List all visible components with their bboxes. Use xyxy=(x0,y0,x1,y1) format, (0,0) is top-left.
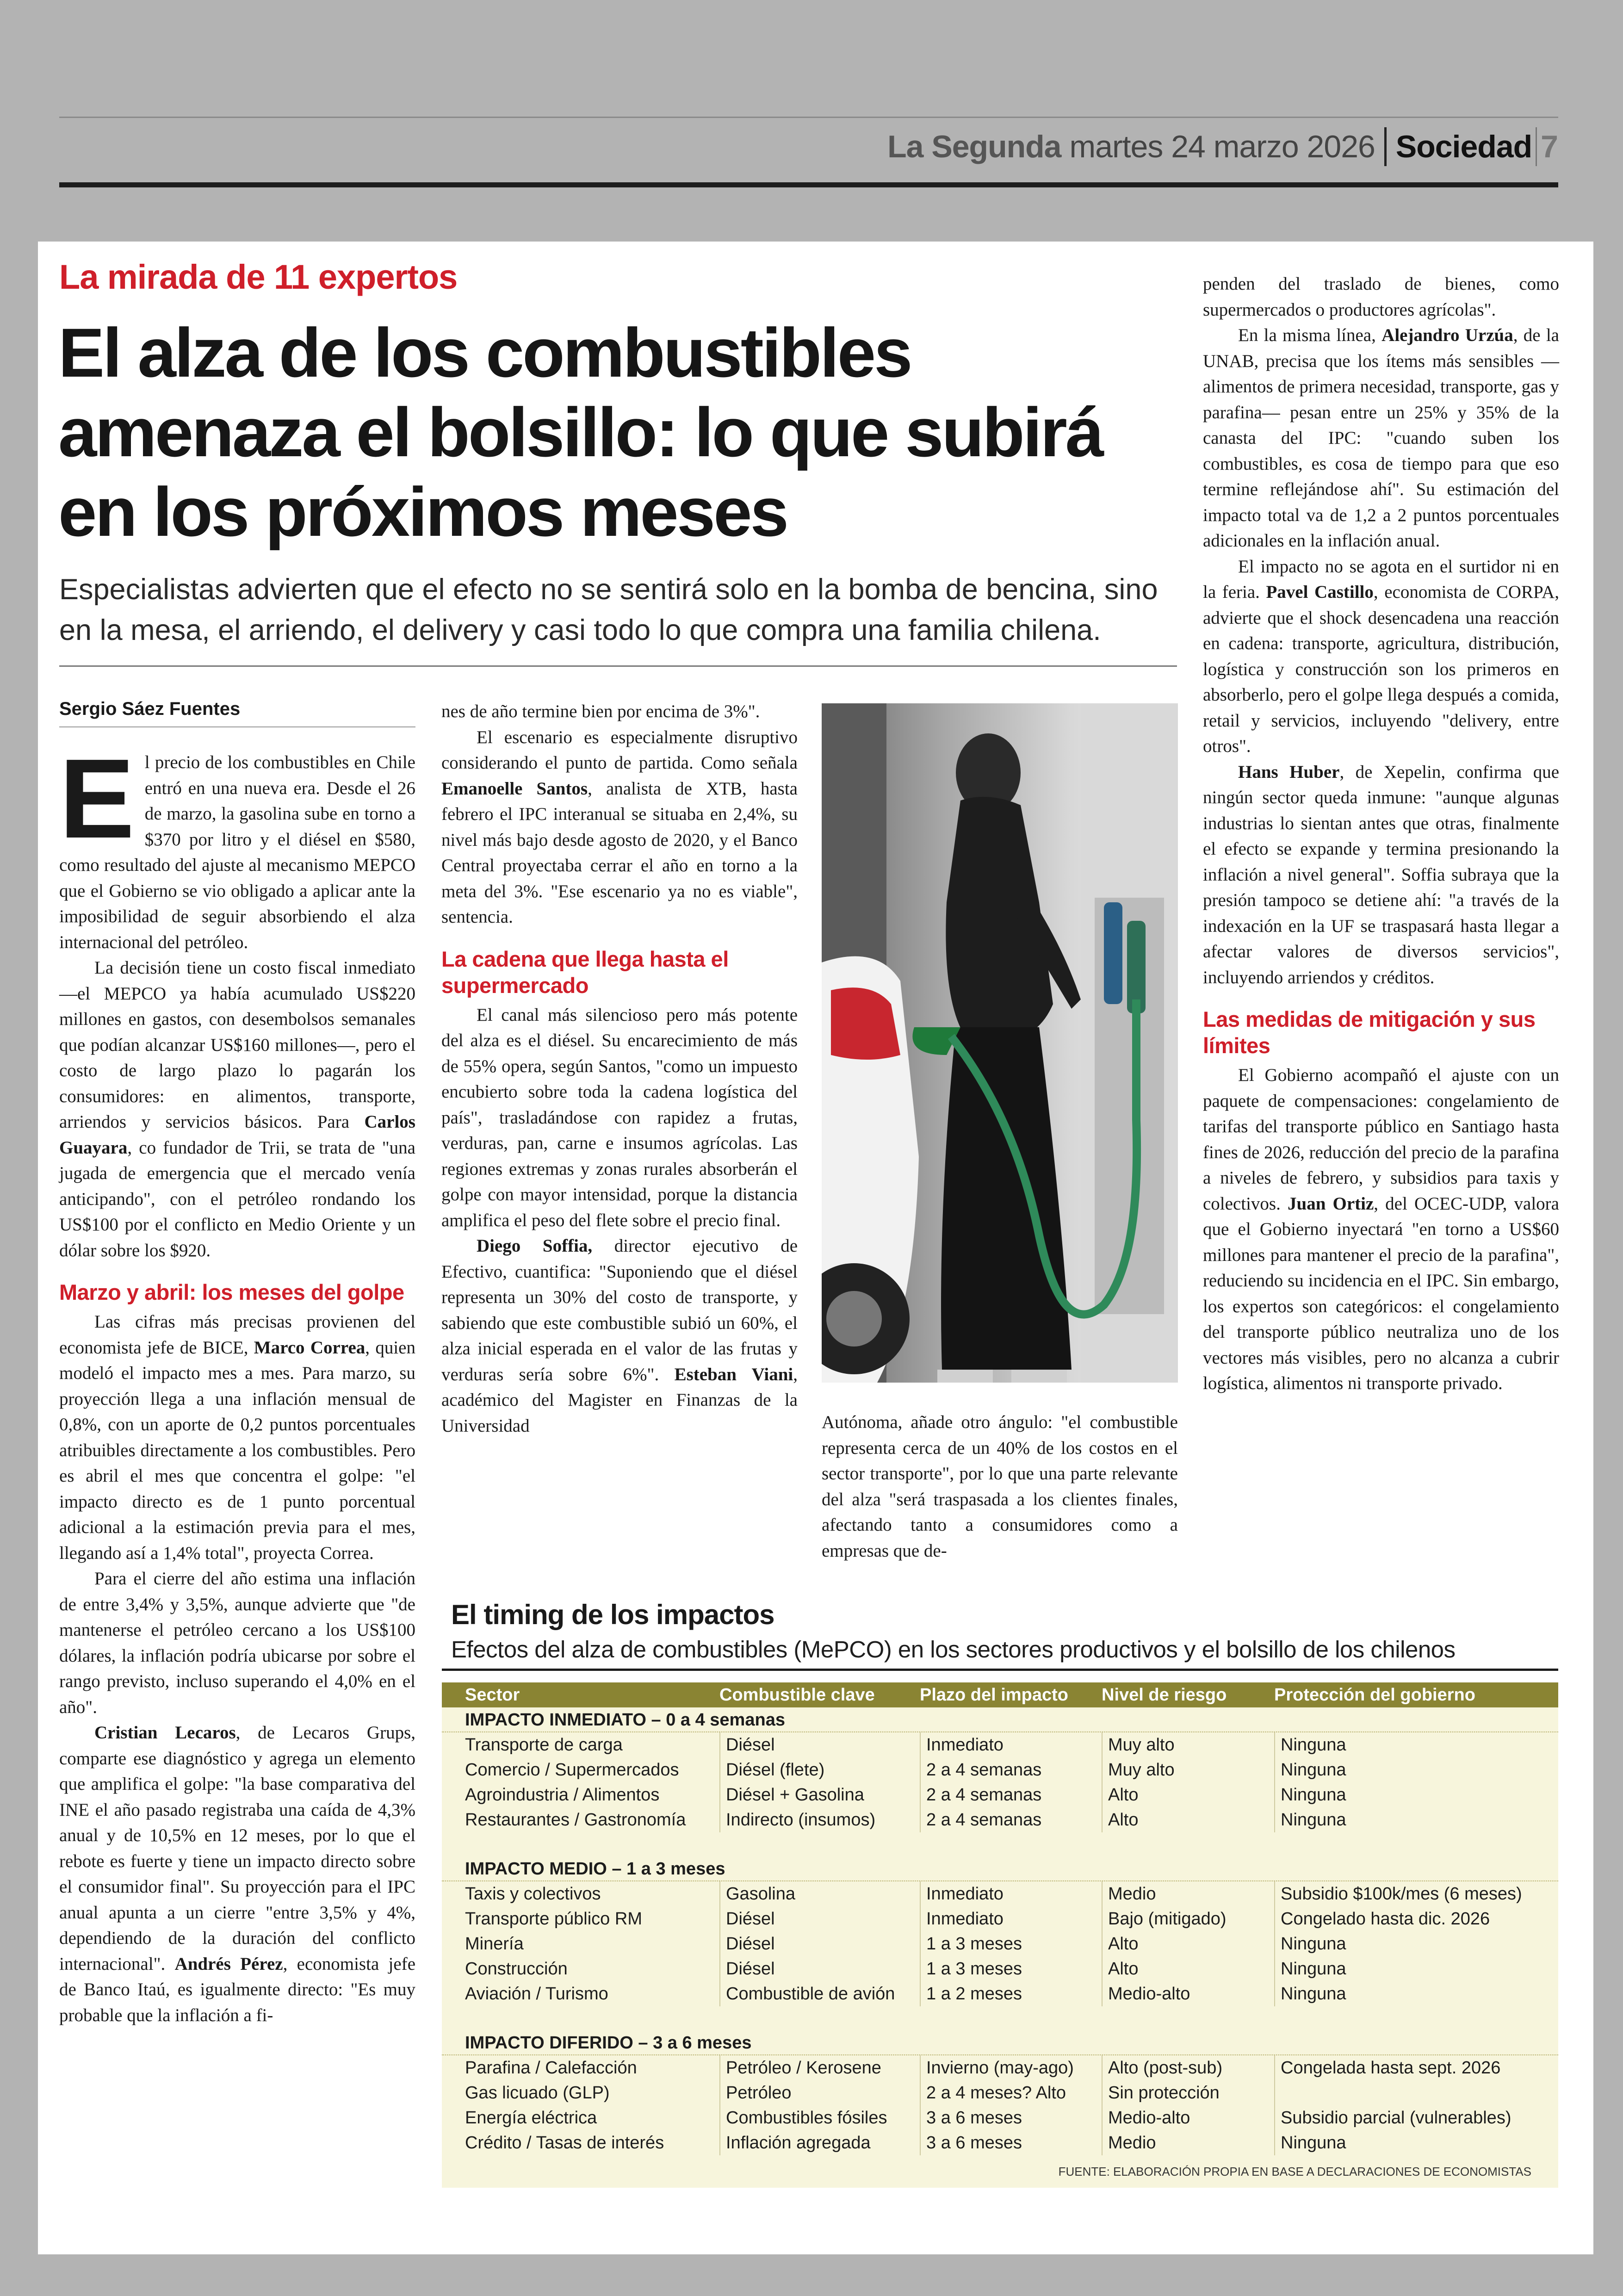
table-cell: Gasolina xyxy=(719,1881,920,1906)
body-paragraph: El escenario es especialmente disruptivo considerando el punto de partida. Como señala Emanoelle Santos, analista de XTB, hasta febrero el IPC interanual se situaba en 2,4%, su nivel más bajo desde agosto de 2020, y el Banco Central proyectaba cerrar el año en torno a la meta del 3%. "Ese escenario ya no es viable", sentencia. xyxy=(441,727,798,927)
running-header xyxy=(887,121,1558,172)
table-cell: Subsidio $100k/mes (6 meses) xyxy=(1274,1881,1558,1906)
header-rule xyxy=(59,182,1558,187)
photo-illustration xyxy=(822,703,1178,1383)
table-row xyxy=(442,1981,1558,2006)
table-cell: Ninguna xyxy=(1274,1757,1558,1782)
subhead-supply-chain: La cadena que llega hasta el supermercado xyxy=(441,946,729,998)
table-cell: 1 a 3 meses xyxy=(920,1931,1102,1956)
article-column-4 xyxy=(1203,271,1559,1396)
article-kicker: La mirada de 11 expertos xyxy=(59,258,458,296)
table-cell: 3 a 6 meses xyxy=(920,2130,1102,2155)
byline-rule xyxy=(59,726,415,727)
fuel-pump-photo xyxy=(822,703,1178,1383)
table-cell: Diésel (flete) xyxy=(719,1757,920,1782)
table-cell: Muy alto xyxy=(1102,1757,1274,1782)
table-cell: Petróleo xyxy=(719,2080,920,2105)
table-cell: Comercio / Supermercados xyxy=(465,1760,679,1780)
table-group-label: IMPACTO INMEDIATO – 0 a 4 semanas xyxy=(442,1707,1558,1732)
body-paragraph: Autónoma, añade otro ángulo: "el combustible representa cerca de un 40% de los costos en el sector transporte", por lo que una parte relevante del alza "será traspasada a los clientes finales, afectando tanto a consumidores como a empresas que de- xyxy=(822,1412,1178,1561)
body-paragraph: Hans Huber, de Xepelin, confirma que ningún sector queda inmune: "aunque algunas industrias lo sientan antes que otras, finalmente el efecto se expande y termina presionando la inflación a nivel general". Soffia subraya que la presión tampoco se detiene ahí: "a través de la indexación en la UF se traspasará hasta llegar a afectar valores de diversos servicios", incluyendo arriendos y créditos. xyxy=(1203,762,1559,987)
table-cell: Medio xyxy=(1102,1881,1274,1906)
table-cell: Agroindustria / Alimentos xyxy=(465,1785,660,1805)
table-cell: Combustible de avión xyxy=(719,1981,920,2006)
table-row xyxy=(442,1782,1558,1807)
table-cell: Transporte de carga xyxy=(465,1735,623,1755)
table-cell: Ninguna xyxy=(1274,1931,1558,1956)
table-cell: Alto xyxy=(1102,1931,1274,1956)
table-rule xyxy=(442,1669,1558,1671)
table-spacer xyxy=(442,1832,1558,1856)
column-header: Sector xyxy=(465,1685,520,1705)
table-row xyxy=(442,2080,1558,2105)
table-cell: Restaurantes / Gastronomía xyxy=(465,1810,686,1830)
body-paragraph: Para el cierre del año estima una inflación de entre 3,4% y 3,5%, aunque advierte que "de mantenerse el petróleo cercano a los US$100 dólares, la inflación podría ubicarse por sobre el rango previsto, incluso superando el 4,0% en el año". xyxy=(59,1569,415,1717)
body-paragraph: El Gobierno acompañó el ajuste con un paquete de compensaciones: congelamiento de tarifas del transporte público en Santiago hasta fines de 2026, reducción del precio de la parafina a niveles de febrero, y subsidios para taxis y colectivos. Juan Ortiz, del OCEC-UDP, valora que el Gobierno inyectará "en torno a US$60 millones para mantener el precio de la parafina", reduciendo su incidencia en el IPC. Sin embargo, los expertos son categóricos: el congelamiento del transporte público neutraliza uno de los vectores más visibles, pero no alcanza a cubrir logística, alimentos ni transporte privado. xyxy=(1203,1065,1559,1393)
table-cell: Diésel xyxy=(719,1956,920,1981)
table-cell: Muy alto xyxy=(1102,1732,1274,1757)
table-cell: Ninguna xyxy=(1274,1732,1558,1757)
table-cell: Gas licuado (GLP) xyxy=(465,2083,610,2103)
article-column-2 xyxy=(441,699,798,1439)
table-cell: Inmediato xyxy=(920,1881,1102,1906)
body-paragraph: El precio de los combustibles en Chile entró en una nueva era. Desde el 26 de marzo, la gasolina sube en torno a $370 por litro y el diésel en $580, como resultado del ajuste al mecanismo MEPCO que el Gobierno se vio obligado a aplicar ante la imposibilidad de seguir absorbiendo el alza internacional del petróleo. xyxy=(59,735,415,952)
table-subtitle: Efectos del alza de combustibles (MePCO) en los sectores productivos y el bolsillo de los chilenos xyxy=(451,1636,1456,1663)
byline: Sergio Sáez Fuentes xyxy=(59,699,241,719)
column-header: Plazo del impacto xyxy=(920,1685,1068,1705)
table-cell: Ninguna xyxy=(1274,2130,1558,2155)
table-group-label: IMPACTO MEDIO – 1 a 3 meses xyxy=(442,1856,1558,1881)
table-row xyxy=(442,2130,1558,2155)
table-header-row xyxy=(442,1682,1558,1707)
table-cell: Construcción xyxy=(465,1959,568,1979)
table-title: El timing de los impactos xyxy=(451,1599,774,1630)
body-paragraph: La decisión tiene un costo fiscal inmediato —el MEPCO ya había acumulado US$220 millones en gastos, con desembolsos semanales que podían alcanzar US$160 millones—, pero el costo de largo plazo lo pagarán los consumidores: en alimentos, transporte, arriendos y servicios básicos. Para Carlos Guayara, co fundador de Trii, se trata de "una jugada de emergencia que el mercado venía anticipando", con el petróleo rondando los US$100 por el conflicto en Medio Oriente y un dólar sobre los $920. xyxy=(59,958,415,1260)
table-source: FUENTE: ELABORACIÓN PROPIA EN BASE A DECLARACIONES DE ECONOMISTAS xyxy=(1058,2165,1531,2178)
table-row xyxy=(442,2055,1558,2080)
article-headline: El alza de los combustibles amenaza el bolsillo: lo que subirá en los próximos meses xyxy=(58,314,1103,551)
table-cell: 1 a 2 meses xyxy=(920,1981,1102,2006)
body-paragraph: En la misma línea, Alejandro Urzúa, de la UNAB, precisa que los ítems más sensibles —alimentos de primera necesidad, transporte, gas y parafina— pesan entre un 25% y 35% de la canasta del IPC: "cuando suben los combustibles, es cosa de tiempo para que eso termine reflejándose ahí". Su estimación del impacto total va de 1,2 a 2 puntos porcentuales adicionales en la inflación anual. xyxy=(1203,325,1559,551)
table-cell: 2 a 4 semanas xyxy=(920,1782,1102,1807)
table-row xyxy=(442,1931,1558,1956)
table-cell: Parafina / Calefacción xyxy=(465,2058,637,2078)
table-row xyxy=(442,1956,1558,1981)
table-cell: Subsidio parcial (vulnerables) xyxy=(1274,2105,1558,2130)
table-cell: Taxis y colectivos xyxy=(465,1884,601,1904)
table-cell: Minería xyxy=(465,1934,524,1954)
table-cell: Alto xyxy=(1102,1807,1274,1832)
table-cell: Medio xyxy=(1102,2130,1274,2155)
subhead-mitigation: Las medidas de mitigación y sus límites xyxy=(1203,1007,1536,1058)
table-cell: Congelado hasta dic. 2026 xyxy=(1274,1906,1558,1931)
table-cell: Diésel xyxy=(719,1732,920,1757)
body-paragraph: Las cifras más precisas provienen del economista jefe de BICE, Marco Correa, quien modeló el impacto mes a mes. Para marzo, su proyección llega a una inflación mensual de 0,8%, con un aporte de 0,2 puntos porcentuales atribuibles directamente a los combustibles. Pero es abril el mes que concentra el golpe: "el impacto directo es de 1 punto porcentual adicional a la estimación previa para el mes, llegando así a 1,4% total", proyecta Correa. xyxy=(59,1312,415,1563)
body-paragraph: Diego Soffia, director ejecutivo de Efectivo, cuantifica: "Suponiendo que el diésel representa un 30% del costo de transporte, y sabiendo que este combustible subió un 60%, el alza inicial esperada en el valor de las frutas y verduras sería sobre 6%". Esteban Viani, académico del Magister en Finanzas de la Universidad xyxy=(441,1236,798,1436)
table-cell: Aviación / Turismo xyxy=(465,1984,608,2004)
body-paragraph: penden del traslado de bienes, como supermercados o productores agrícolas". xyxy=(1203,274,1559,320)
table-row xyxy=(442,1732,1558,1757)
table-cell: Medio-alto xyxy=(1102,2105,1274,2130)
body-paragraph: El impacto no se agota en el surtidor ni en la feria. Pavel Castillo, economista de CORPA, advierte que el shock desencadena una reacción en cadena: transporte, agricultura, distribución, logística y construcción son los primeros en absorberlo, pero el golpe llega después a comida, retail y servicios, incluyendo "delivery, entre otros". xyxy=(1203,556,1559,756)
table-cell: Bajo (mitigado) xyxy=(1102,1906,1274,1931)
header-divider xyxy=(1384,127,1387,166)
table-cell: Inmediato xyxy=(920,1732,1102,1757)
body-paragraph: Cristian Lecaros, de Lecaros Grups, comparte ese diagnóstico y agrega un elemento que amplifica el golpe: "la base comparativa del INE el año pasado registraba una caída de 4,3% anual y de 10,5% en 12 meses, por lo que el rebote es fuerte y tiene un impacto directo sobre el consumidor final". Su proyección para el IPC anual apunta a un cierre "entre 3,5% y 4%, dependiendo de la duración del conflicto internacional". Andrés Pérez, economista jefe de Banco Itaú, es igualmente directo: "Es muy probable que la inflación a fi- xyxy=(59,1723,416,2025)
table-cell: Ninguna xyxy=(1274,1782,1558,1807)
table-cell: Transporte público RM xyxy=(465,1909,642,1929)
table-cell: Ninguna xyxy=(1274,1807,1558,1832)
article-deck: Especialistas advierten que el efecto no se sentirá solo en la bomba de bencina, sino en la mesa, el arriendo, el delivery y casi todo lo que compra una familia chilena. xyxy=(59,573,1158,646)
table-row xyxy=(442,1881,1558,1906)
table-cell: Ninguna xyxy=(1274,1981,1558,2006)
table-row xyxy=(442,2105,1558,2130)
table-cell: Inflación agregada xyxy=(719,2130,920,2155)
table-cell: 2 a 4 semanas xyxy=(920,1757,1102,1782)
table-cell: Sin protección xyxy=(1102,2080,1274,2105)
column-header: Combustible clave xyxy=(719,1685,875,1705)
table-cell: Diésel xyxy=(719,1906,920,1931)
section-name: Sociedad xyxy=(1395,129,1532,164)
table-cell: Alto xyxy=(1102,1782,1274,1807)
publication-name: La Segunda xyxy=(887,129,1061,164)
top-rule xyxy=(59,117,1558,118)
body-paragraph: nes de año termine bien por encima de 3%". xyxy=(441,701,760,721)
issue-date: martes 24 marzo 2026 xyxy=(1069,129,1375,164)
table-cell: Medio-alto xyxy=(1102,1981,1274,2006)
table-cell: 2 a 4 semanas xyxy=(920,1807,1102,1832)
table-cell: Alto (post-sub) xyxy=(1102,2055,1274,2080)
table-row xyxy=(442,1906,1558,1931)
deck-rule xyxy=(59,665,1177,667)
subhead-months: Marzo y abril: los meses del golpe xyxy=(59,1280,404,1304)
table-cell: Indirecto (insumos) xyxy=(719,1807,920,1832)
column-header: Nivel de riesgo xyxy=(1102,1685,1227,1705)
article-column-1 xyxy=(59,735,416,2028)
table-spacer xyxy=(442,2006,1558,2030)
table-row xyxy=(442,1757,1558,1782)
table-cell: Inmediato xyxy=(920,1906,1102,1931)
table-cell: Diésel + Gasolina xyxy=(719,1782,920,1807)
table-cell: 3 a 6 meses xyxy=(920,2105,1102,2130)
table-cell: Energía eléctrica xyxy=(465,2108,597,2128)
drop-cap: E xyxy=(59,735,135,862)
table-cell: Alto xyxy=(1102,1956,1274,1981)
body-paragraph: El canal más silencioso pero más potente del alza es el diésel. Su encarecimiento de más de 55% opera, según Santos, "como un impuesto encubierto sobre toda la cadena logística del país", trasladándose con rapidez a frutas, verduras, pan, carne e insumos agrícolas. Las regiones extremas y zonas rurales absorberán el golpe con mayor intensidad, porque la distancia amplifica el peso del flete sobre el precio final. xyxy=(441,1005,798,1230)
page-number: 7 xyxy=(1541,129,1558,164)
impact-table xyxy=(442,1682,1558,2188)
table-cell: 2 a 4 meses? Alto xyxy=(920,2080,1102,2105)
table-cell: Petróleo / Kerosene xyxy=(719,2055,920,2080)
table-cell: Ninguna xyxy=(1274,1956,1558,1981)
table-row xyxy=(442,1807,1558,1832)
header-divider xyxy=(1536,127,1537,166)
table-cell: Combustibles fósiles xyxy=(719,2105,920,2130)
table-cell: Congelada hasta sept. 2026 xyxy=(1274,2055,1558,2080)
table-cell: 1 a 3 meses xyxy=(920,1956,1102,1981)
table-cell: Diésel xyxy=(719,1931,920,1956)
column-header: Protección del gobierno xyxy=(1274,1685,1475,1705)
table-cell: Crédito / Tasas de interés xyxy=(465,2133,664,2153)
table-cell xyxy=(1274,2080,1558,2105)
article-column-3 xyxy=(822,1409,1178,1564)
table-group-label: IMPACTO DIFERIDO – 3 a 6 meses xyxy=(442,2030,1558,2055)
table-cell: Invierno (may-ago) xyxy=(920,2055,1102,2080)
